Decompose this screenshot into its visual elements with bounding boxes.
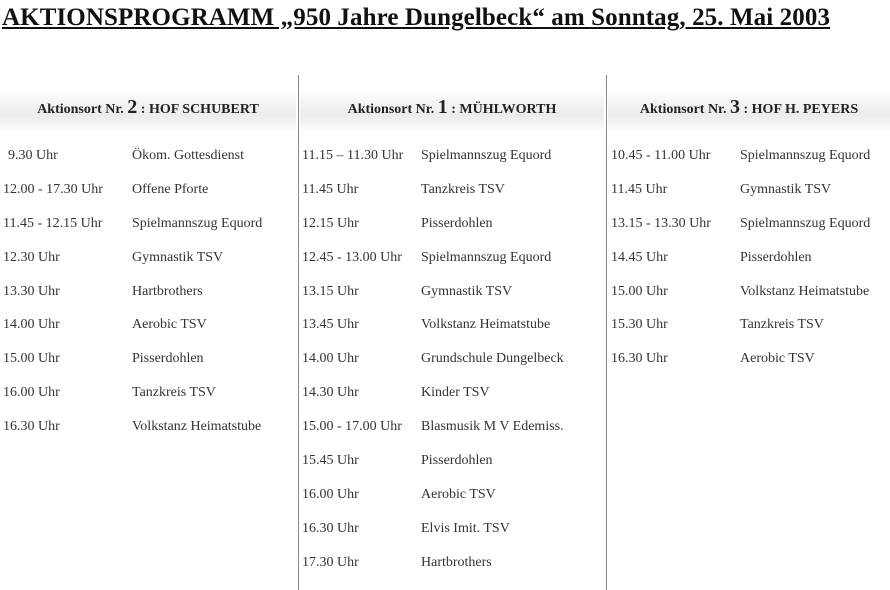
column-header-separator: : — [743, 102, 749, 117]
time-label: 11.45 Uhr — [302, 181, 359, 197]
activity-label: Spielmannszug Equord — [421, 148, 552, 163]
schedule-row — [0, 250, 296, 284]
schedule-row — [0, 182, 296, 216]
column-header-separator: : — [451, 102, 456, 117]
time-label: 12.30 Uhr — [3, 249, 60, 265]
column-header-prefix: Aktionsort Nr. — [37, 102, 124, 117]
activity-label: Offene Pforte — [132, 181, 209, 197]
schedule-column-hof-peyers — [608, 90, 890, 385]
activity-label: Hartbrothers — [421, 554, 492, 570]
schedule-row — [0, 284, 296, 318]
activity-label: Blasmusik M V Edemiss. — [421, 419, 564, 435]
schedule-row — [608, 250, 890, 284]
schedule-list — [0, 148, 296, 453]
activity-label: Grundschule Dungelbeck — [421, 351, 564, 367]
time-label: 16.30 Uhr — [302, 520, 359, 536]
schedule-row — [300, 419, 604, 453]
column-header — [608, 90, 890, 130]
schedule-row — [0, 351, 296, 385]
time-label: 13.30 Uhr — [3, 283, 60, 299]
time-label: 12.00 - 17.30 Uhr — [3, 181, 103, 197]
time-label: 15.00 Uhr — [3, 351, 60, 367]
schedule-row — [0, 148, 296, 182]
time-label: 13.15 Uhr — [302, 283, 359, 299]
activity-label: Tanzkreis TSV — [421, 181, 505, 197]
activity-label: Elvis Imit. TSV — [421, 520, 510, 536]
schedule-row — [0, 419, 296, 453]
time-label: 14.00 Uhr — [302, 351, 359, 367]
schedule-row — [300, 182, 604, 216]
schedule-row — [300, 385, 604, 419]
activity-label: Aerobic TSV — [132, 317, 207, 333]
activity-label: Spielmannszug Equord — [132, 215, 263, 231]
activity-label: Ökom. Gottesdienst — [132, 148, 244, 163]
time-label: 17.30 Uhr — [302, 554, 359, 570]
column-header-place: HOF SCHUBERT — [148, 102, 259, 117]
activity-label: Aerobic TSV — [740, 351, 815, 367]
time-label: 16.30 Uhr — [3, 419, 60, 435]
schedule-row — [608, 216, 890, 250]
schedule-column-muehlworth — [300, 90, 604, 589]
column-divider-left — [298, 75, 299, 590]
activity-label: Pisserdohlen — [421, 453, 493, 469]
schedule-row — [0, 317, 296, 351]
schedule-row — [300, 487, 604, 521]
schedule-row — [608, 284, 890, 318]
column-header-place: MÜHLWORTH — [459, 102, 557, 117]
schedule-column-hof-schubert — [0, 90, 296, 453]
activity-label: Pisserdohlen — [740, 249, 812, 265]
page-title: AKTIONSPROGRAMM „950 Jahre Dungelbeck“ am Sonntag, 25. Mai 2003 — [2, 4, 831, 31]
activity-label: Volkstanz Heimatstube — [421, 317, 551, 333]
activity-label: Tanzkreis TSV — [132, 385, 216, 401]
column-divider-right — [606, 75, 607, 590]
schedule-row — [300, 453, 604, 487]
time-label: 14.45 Uhr — [611, 249, 668, 265]
time-label: 13.45 Uhr — [302, 317, 359, 333]
schedule-row — [300, 250, 604, 284]
time-label: 13.15 - 13.30 Uhr — [611, 215, 711, 231]
activity-label: Spielmannszug Equord — [740, 148, 871, 163]
schedule-row — [608, 351, 890, 385]
time-label: 15.00 - 17.00 Uhr — [302, 419, 402, 435]
schedule-row — [300, 555, 604, 589]
column-header-separator: : — [140, 102, 146, 117]
activity-label: Pisserdohlen — [421, 215, 493, 231]
activity-label: Volkstanz Heimatstube — [132, 419, 262, 435]
schedule-row — [300, 148, 604, 182]
activity-label: Pisserdohlen — [132, 351, 204, 367]
time-label: 16.30 Uhr — [611, 351, 668, 367]
column-header-number: 2 — [127, 96, 138, 118]
activity-label: Gymnastik TSV — [740, 181, 832, 197]
activity-label: Spielmannszug Equord — [740, 215, 871, 231]
activity-label: Aerobic TSV — [421, 486, 496, 502]
column-header-number: 1 — [437, 96, 448, 118]
time-label: 12.15 Uhr — [302, 215, 359, 231]
time-label: 14.00 Uhr — [3, 317, 60, 333]
time-label: 15.45 Uhr — [302, 453, 359, 469]
activity-label: Gymnastik TSV — [132, 249, 224, 265]
activity-label: Tanzkreis TSV — [740, 317, 824, 333]
schedule-row — [300, 351, 604, 385]
schedule-row — [300, 284, 604, 318]
time-label: 9.30 Uhr — [8, 148, 58, 163]
column-header-place: HOF H. PEYERS — [751, 102, 859, 117]
time-label: 15.30 Uhr — [611, 317, 668, 333]
time-label: 10.45 - 11.00 Uhr — [611, 148, 711, 163]
schedule-row — [300, 521, 604, 555]
column-header-number: 3 — [730, 96, 740, 118]
time-label: 15.00 Uhr — [611, 283, 668, 299]
column-header-prefix: Aktionsort Nr. — [347, 102, 435, 117]
time-label: 16.00 Uhr — [3, 385, 60, 401]
column-header — [0, 90, 296, 130]
schedule-row — [300, 317, 604, 351]
time-label: 11.45 - 12.15 Uhr — [3, 215, 103, 231]
time-label: 11.45 Uhr — [611, 181, 668, 197]
activity-label: Gymnastik TSV — [421, 283, 513, 299]
time-label: 12.45 - 13.00 Uhr — [302, 249, 402, 265]
schedule-list — [608, 148, 890, 385]
column-header — [300, 90, 604, 130]
activity-label: Hartbrothers — [132, 283, 203, 299]
activity-label: Kinder TSV — [421, 385, 490, 401]
column-header-prefix: Aktionsort Nr. — [639, 102, 727, 117]
time-label: 14.30 Uhr — [302, 385, 359, 401]
schedule-list — [300, 148, 604, 589]
schedule-row — [608, 317, 890, 351]
activity-label: Spielmannszug Equord — [421, 249, 552, 265]
time-label: 16.00 Uhr — [302, 486, 359, 502]
schedule-row — [608, 148, 890, 182]
schedule-row — [300, 216, 604, 250]
schedule-row — [0, 216, 296, 250]
time-label: 11.15 – 11.30 Uhr — [302, 148, 404, 163]
schedule-row — [608, 182, 890, 216]
activity-label: Volkstanz Heimatstube — [740, 283, 870, 299]
schedule-row — [0, 385, 296, 419]
